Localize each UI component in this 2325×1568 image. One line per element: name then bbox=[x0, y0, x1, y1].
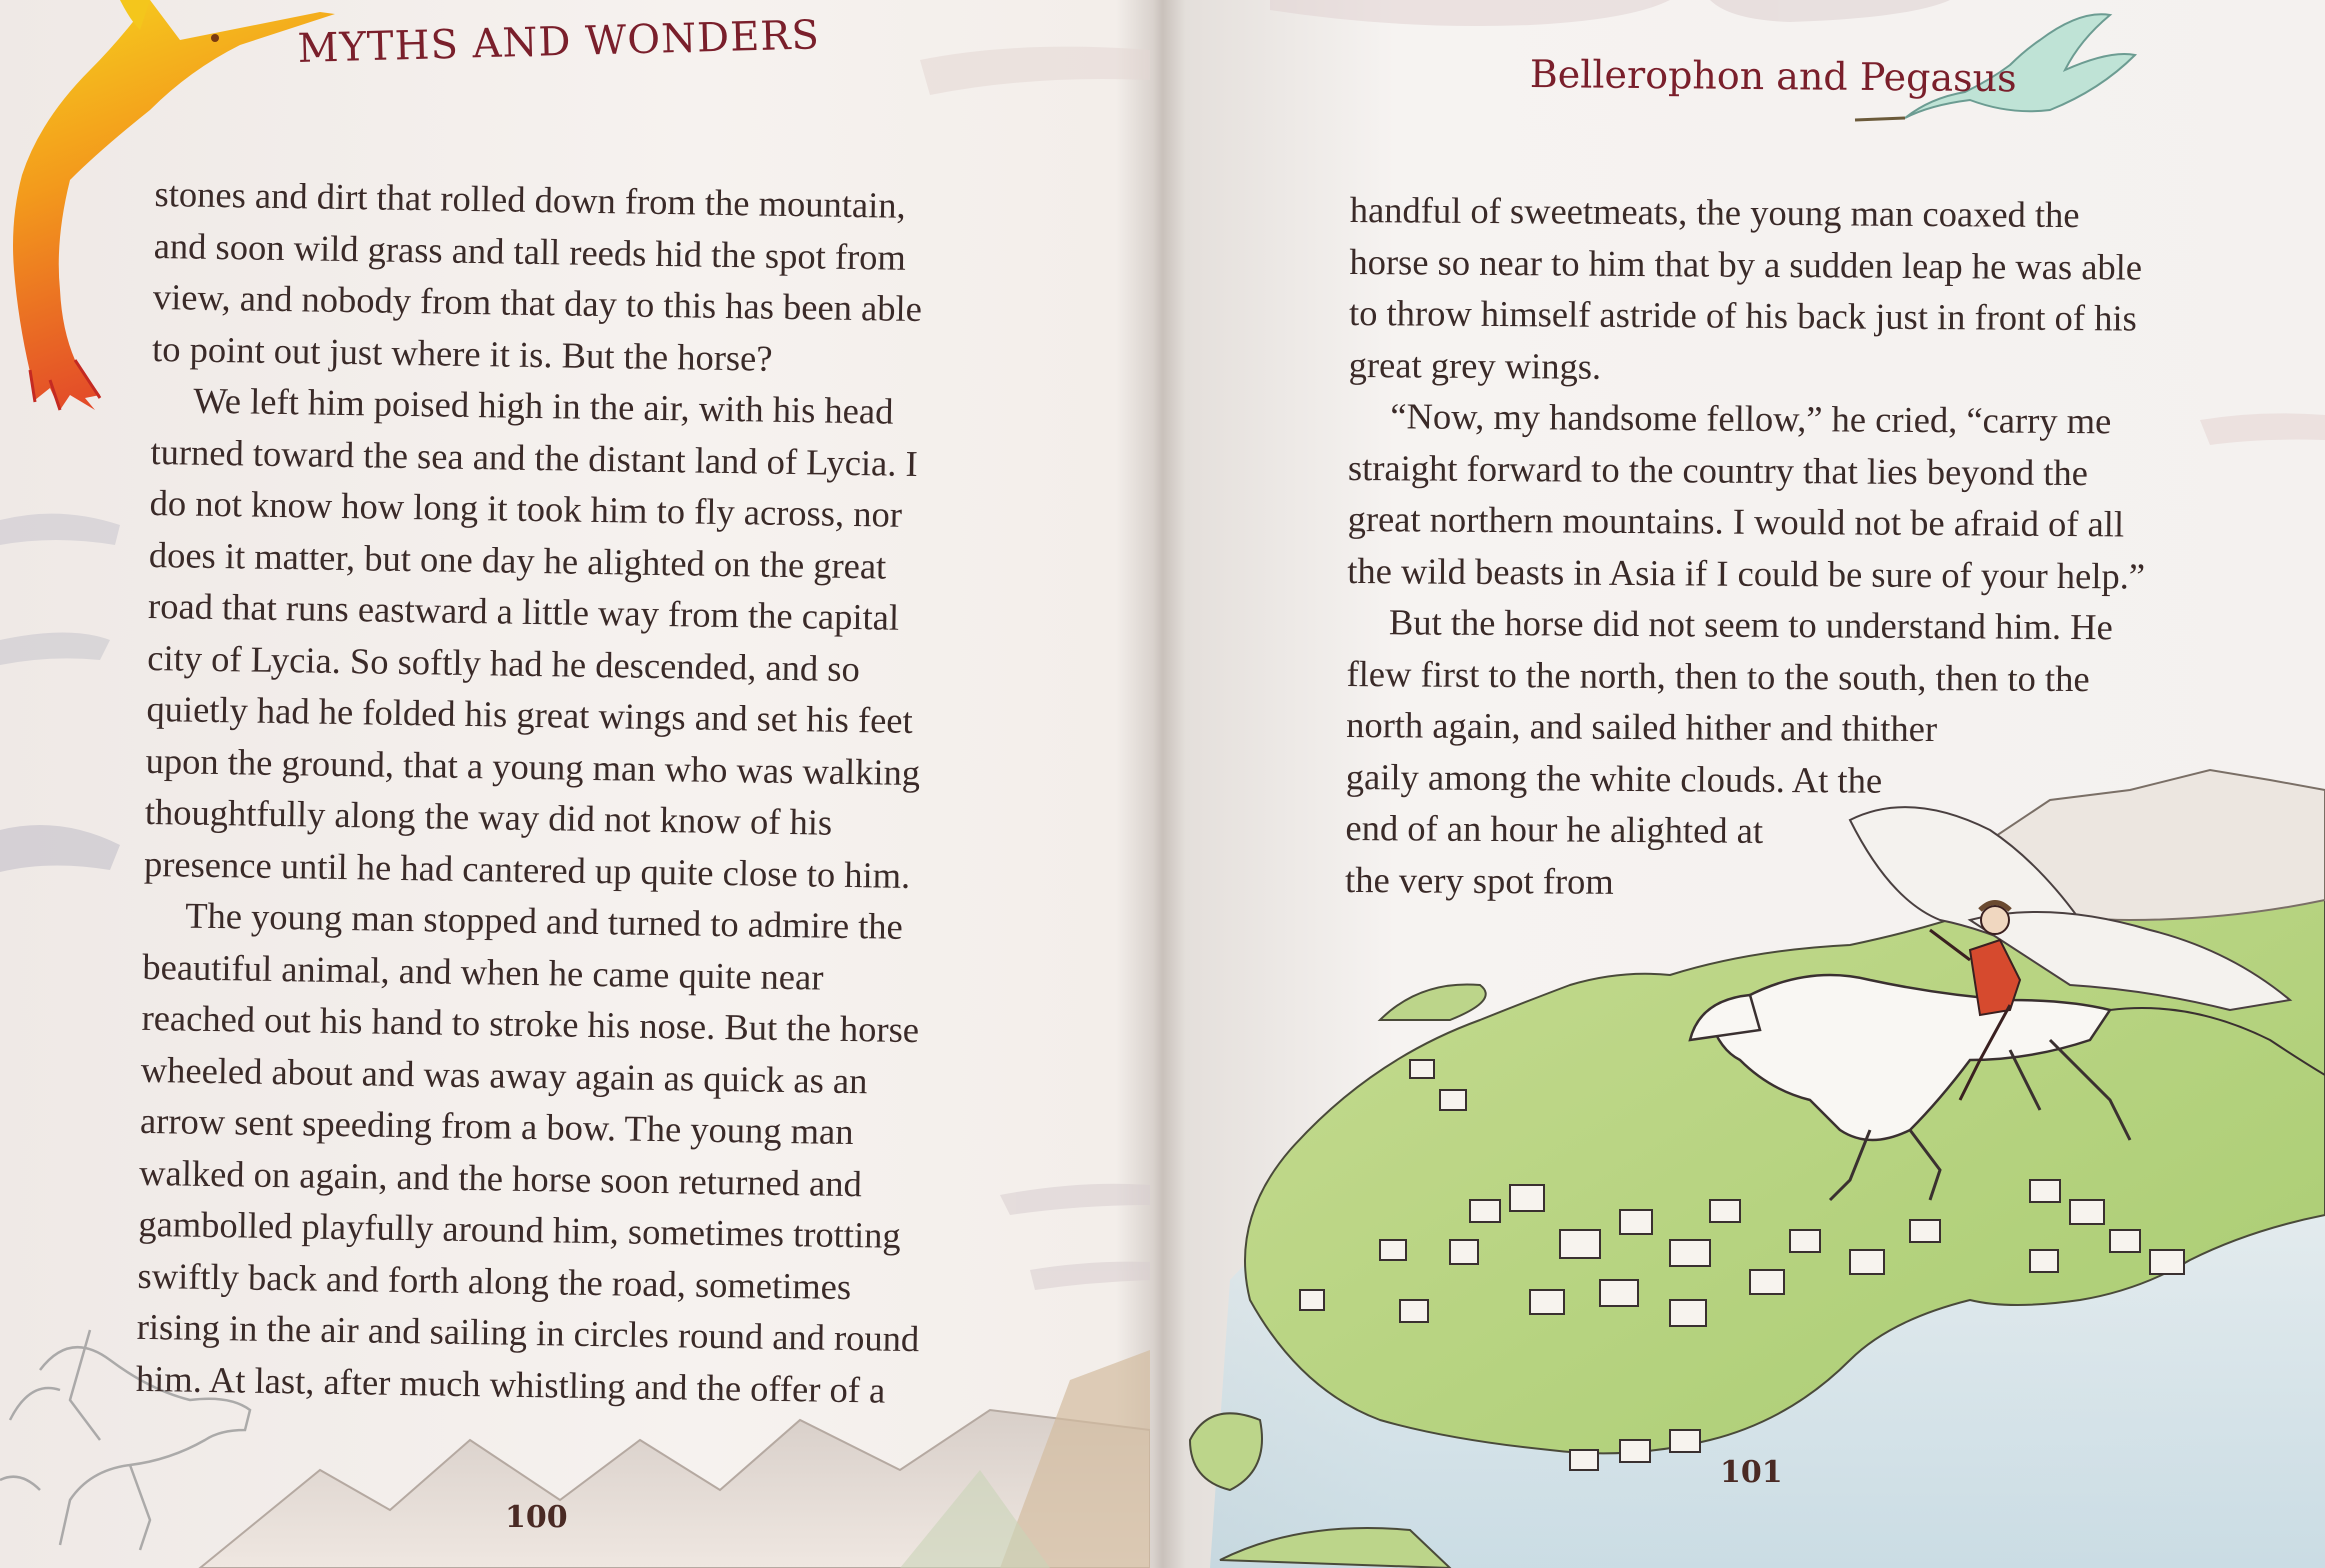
text-line: flew first to the north, then to the south, then to the bbox=[1346, 652, 2090, 699]
text-line: “Now, my handsome fellow,” he cried, “carry me bbox=[1390, 395, 2112, 442]
text-line: walked on again, and the horse soon returned and bbox=[138, 1151, 863, 1204]
text-line: end of an hour he alighted at bbox=[1345, 806, 1764, 851]
text-line: to point out just where it is. But the horse? bbox=[151, 327, 773, 379]
text-line: him. At last, after much whistling and the offer of a bbox=[135, 1357, 886, 1411]
text-line: to throw himself astride of his back just in front of his bbox=[1348, 291, 2137, 339]
text-line: wheeled about and was away again as quick as an bbox=[140, 1048, 868, 1101]
text-line: quietly had he folded his great wings and set his feet bbox=[146, 687, 914, 741]
text-line: presence until he had cantered up quite close to him. bbox=[143, 842, 911, 896]
running-head-right: Bellerophon and Pegasus bbox=[1529, 52, 2017, 101]
text-line: view, and nobody from that day to this has been able bbox=[152, 275, 923, 330]
left-page-text bbox=[136, 168, 955, 1416]
text-line: swiftly back and forth along the road, sometimes bbox=[137, 1254, 852, 1307]
text-line: road that runs eastward a little way from the capital bbox=[147, 584, 900, 638]
text-line: stones and dirt that rolled down from the mountain, bbox=[154, 172, 906, 226]
running-head-left: MYTHS AND WONDERS bbox=[297, 12, 821, 72]
text-line: upon the ground, that a young man who was walking bbox=[145, 739, 921, 793]
page-number-left: 100 bbox=[505, 1500, 568, 1535]
text-line: handful of sweetmeats, the young man coaxed the bbox=[1349, 188, 2080, 236]
text-line: great northern mountains. I would not be afraid of all bbox=[1347, 497, 2125, 545]
text-line: horse so near to him that by a sudden leap he was able bbox=[1349, 240, 2143, 288]
right-page bbox=[1150, 0, 2325, 1568]
text-line: does it matter, but one day he alighted on the great bbox=[148, 533, 887, 587]
text-line: north again, and sailed hither and thither bbox=[1346, 703, 1938, 750]
text-line: straight forward to the country that lies beyond the bbox=[1347, 446, 2089, 493]
text-line: thoughtfully along the way did not know of his bbox=[144, 790, 833, 843]
text-line: But the horse did not seem to understand him. He bbox=[1388, 601, 2113, 648]
text-line: beautiful animal, and when he came quite near bbox=[142, 945, 824, 998]
left-page bbox=[0, 0, 1150, 1568]
text-line: arrow sent speeding from a bow. The young man bbox=[139, 1099, 854, 1153]
text-line: The young man stopped and turned to admire the bbox=[184, 894, 904, 947]
text-line: the wild beasts in Asia if I could be sure of your help.” bbox=[1347, 549, 2146, 597]
text-line: We left him poised high in the air, with his head bbox=[193, 379, 894, 432]
right-page-text bbox=[1345, 184, 2310, 912]
text-line: gambolled playfully around him, sometimes trotting bbox=[138, 1202, 901, 1256]
text-line: rising in the air and sailing in circles round and round bbox=[136, 1305, 920, 1360]
page-number-right: 101 bbox=[1720, 1455, 1783, 1490]
text-line: reached out his hand to stroke his nose. But the horse bbox=[141, 996, 920, 1051]
text-line: gaily among the white clouds. At the bbox=[1345, 755, 1883, 801]
text-line: turned toward the sea and the distant land of Lycia. I bbox=[150, 430, 919, 484]
text-line: great grey wings. bbox=[1348, 343, 1602, 387]
text-line: and soon wild grass and tall reeds hid the spot from bbox=[153, 224, 907, 278]
text-line: the very spot from bbox=[1345, 858, 1614, 902]
text-line: do not know how long it took him to fly across, nor bbox=[149, 481, 903, 535]
text-line: city of Lycia. So softly had he descended, and so bbox=[146, 636, 861, 689]
